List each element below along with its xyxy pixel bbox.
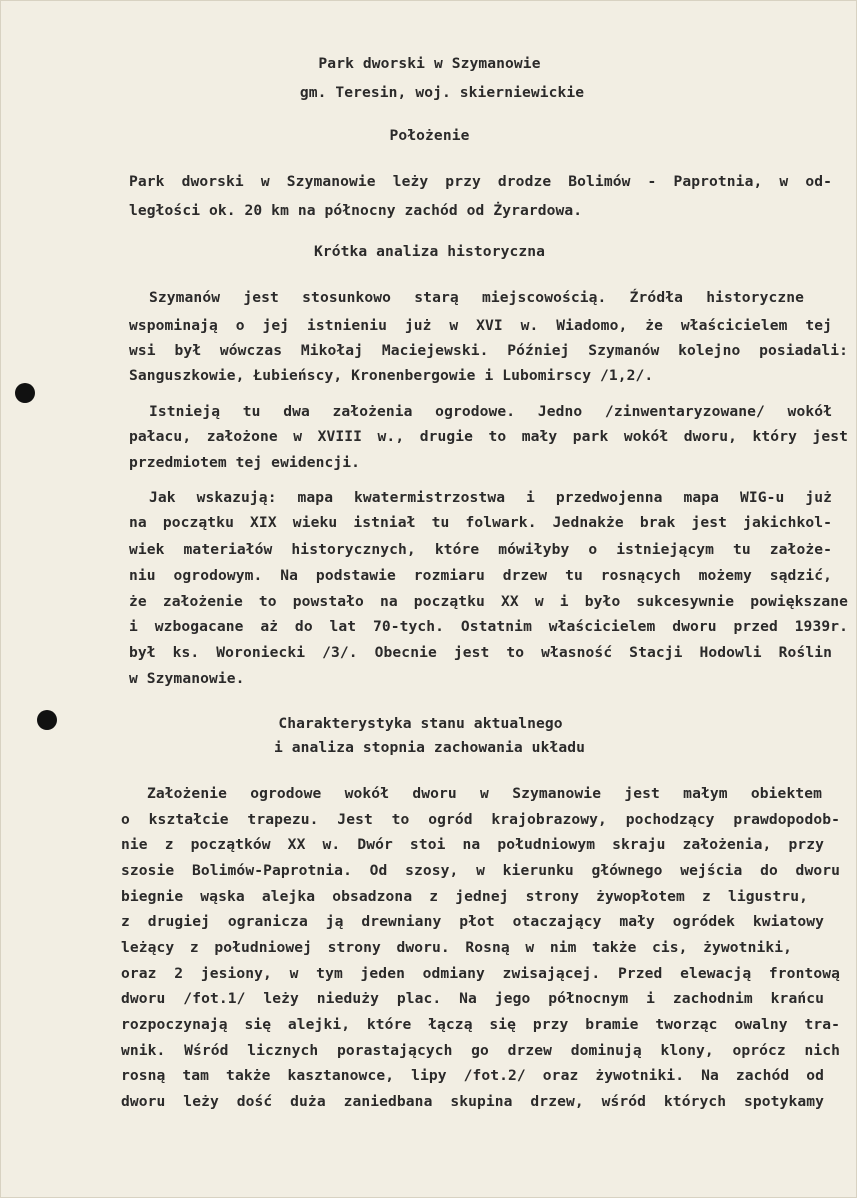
document-title: Park dworski w Szymanowie xyxy=(318,55,541,72)
text-line: i wzbogacane aż do lat 70-tych. Ostatnim właścicielem dworu przed 1939r. xyxy=(129,618,848,635)
heading-polozenie: Położenie xyxy=(389,127,470,144)
text-line: rozpoczynają się alejki, które łączą się przy bramie tworząc owalny tra- xyxy=(121,1016,840,1033)
heading-analiza: Krótka analiza historyczna xyxy=(313,243,546,260)
text-line: był ks. Woroniecki /3/. Obecnie jest to własność Stacji Hodowli Roślin xyxy=(129,644,832,661)
text-line: rosną tam także kasztanowce, lipy /fot.2/ oraz żywotniki. Na zachód od xyxy=(121,1067,824,1084)
heading-charakterystyka-line2: i analiza stopnia zachowania układu xyxy=(273,739,586,756)
text-line: dworu leży dość duża zaniedbana skupina drzew, wśród których spotykamy xyxy=(121,1093,824,1110)
text-line: wspominają o jej istnieniu już w XVI w. Wiadomo, że właścicielem tej xyxy=(129,317,832,334)
text-line: Szymanów jest stosunkowo starą miejscowością. Źródła historyczne xyxy=(149,289,804,306)
text-line: leżący z południowej strony dworu. Rosną w nim także cis, żywotniki, xyxy=(121,939,792,956)
heading-charakterystyka: Charakterystyka stanu aktualnego xyxy=(278,715,563,732)
text-line: z drugiej ogranicza ją drewniany płot otaczający mały ogródek kwiatowy xyxy=(121,913,824,930)
text-line: na początku XIX wieku istniał tu folwark. Jednakże brak jest jakichkol- xyxy=(129,514,832,531)
text-line: szosie Bolimów-Paprotnia. Od szosy, w kierunku głównego wejścia do dworu xyxy=(121,862,840,879)
text-line: Istnieją tu dwa założenia ogrodowe. Jedno /zinwentaryzowane/ wokół xyxy=(149,403,832,420)
text-line: niu ogrodowym. Na podstawie rozmiaru drzew tu rosnących możemy sądzić, xyxy=(129,567,832,584)
text-line: pałacu, założone w XVIII w., drugie to mały park wokół dworu, który jest xyxy=(129,428,848,445)
text-line: dworu /fot.1/ leży nieduży plac. Na jego północnym i zachodnim krańcu xyxy=(121,990,824,1007)
text-line: wsi był wówczas Mikołaj Maciejewski. Później Szymanów kolejno posiadali: xyxy=(129,342,848,359)
text-line: oraz 2 jesiony, w tym jeden odmiany zwisającej. Przed elewacją frontową xyxy=(121,965,840,982)
text-line: Jak wskazują: mapa kwatermistrzostwa i przedwojenna mapa WIG-u już xyxy=(149,489,832,506)
text-line: przedmiotem tej ewidencji. xyxy=(129,454,361,471)
text-line: ległości ok. 20 km na północny zachód od Żyrardowa. xyxy=(129,202,583,219)
text-line: nie z początków XX w. Dwór stoi na południowym skraju założenia, przy xyxy=(121,836,824,853)
text-line: że założenie to powstało na początku XX w i było sukcesywnie powiększane xyxy=(129,593,848,610)
text-line: biegnie wąska alejka obsadzona z jednej strony żywopłotem z ligustru, xyxy=(121,888,808,905)
punch-hole-upper xyxy=(15,383,35,403)
text-line: Park dworski w Szymanowie leży przy drodze Bolimów - Paprotnia, w od- xyxy=(129,173,832,190)
document-subtitle: gm. Teresin, woj. skierniewickie xyxy=(299,84,585,101)
text-line: Sanguszkowie, Łubieńscy, Kronenbergowie i Lubomirscy /1,2/. xyxy=(129,367,654,384)
text-line: w Szymanowie. xyxy=(129,670,245,687)
text-line: Założenie ogrodowe wokół dworu w Szymanowie jest małym obiektem xyxy=(147,785,822,802)
text-line: o kształcie trapezu. Jest to ogród krajobrazowy, pochodzący prawdopodob- xyxy=(121,811,840,828)
text-line: wnik. Wśród licznych porastających go drzew dominują klony, oprócz nich xyxy=(121,1042,840,1059)
text-line: wiek materiałów historycznych, które mówiłyby o istniejącym tu założe- xyxy=(129,541,832,558)
